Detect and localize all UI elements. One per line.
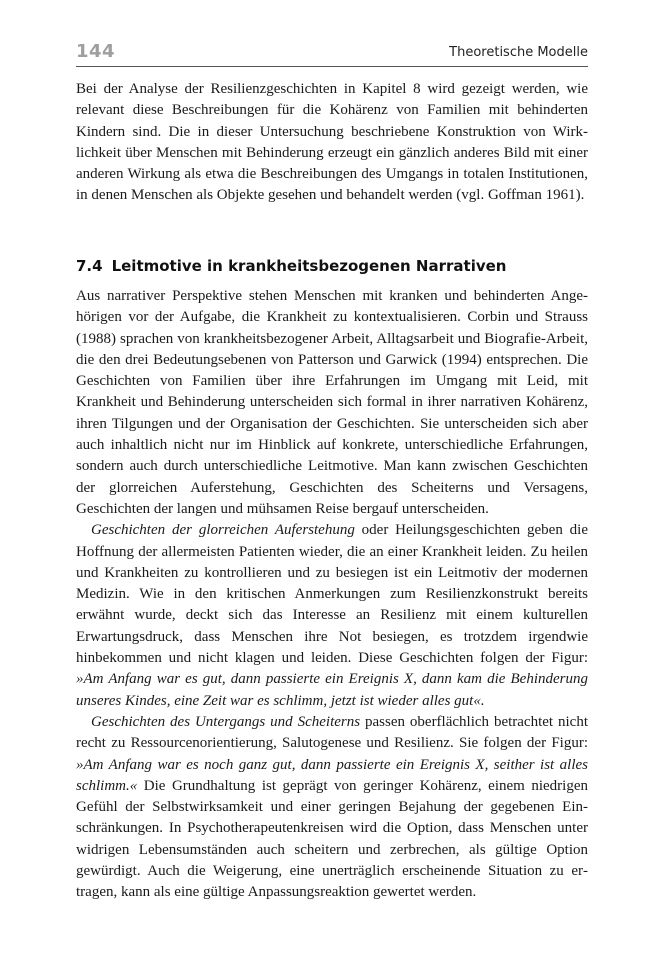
- paragraph-3-tail: Die Grundhaltung ist geprägt von geringer Kohärenz, einem niedrigen Gefühl der Selbstwirksamkeit und einer geringen Bejahung der gegebenen Einschränkungen. In Psychotherapeutenkreisen wird die Option, dass Menschen unter widrigen Lebensumständen auch scheitern und zerbrechen, als gültige Option gewürdigt. Auch die Weigerung, eine unerträglich erscheinende Situation zu ertragen, kann als eine gültige Anpassungsreaktion gewertet werden.: [76, 777, 588, 901]
- section-number: 7.4: [76, 257, 103, 275]
- paragraph-resurrection-stories: [76, 520, 588, 712]
- paragraph-3-body: passen oberflächlich betrachtet nicht recht zu Ressourcenorientierung, Salutogenese und Resilienz. Sie folgen der Figur:: [76, 713, 588, 752]
- paragraph-2-body: oder Heilungsgeschichten geben die Hoffnung der allermeisten Patienten wieder, die an einer Krankheit leiden. Zu heilen und Krankheiten zu kontrollieren und zu besiegen ist ein Leitmotiv der modernen Medizin. Wie in den kritischen Anmerkungen zum Resilienzkonstrukt bereits erwähnt wurde, deckt sich das Interesse an Resilienz mit einem kulturellen Erwartungsdruck, dass Menschen ihre Not besiegen, es trotzdem irgendwie hinbekommen und nicht klagen und leiden. Diese Geschichten folgen der Figur:: [76, 522, 588, 667]
- paragraph-2-quote: »Am Anfang war es gut, dann passierte ein Ereignis X, dann kam die Behinderung unseres Kindes, eine Zeit war es schlimm, jetzt ist wieder alles gut«.: [76, 671, 588, 709]
- section-heading: [76, 255, 506, 277]
- page-number: 144: [76, 41, 116, 62]
- section-title: Leitmotive in krankheitsbezogenen Narrativen: [111, 257, 507, 275]
- intro-paragraph: Bei der Analyse der Resilienzgeschichten in Kapitel 8 wird gezeigt werden, wie relevant diese Beschreibungen für die Kohärenz von Familien mit behinderten Kindern sind. Die in dieser Untersuchung beschriebene Konstruktion von Wirklichkeit über Menschen mit Behinderung erzeugt ein gänzlich anderes Bild mit einer anderen Wirkung als etwa die Beschreibungen des Umgangs in totalen Institutionen, in denen Menschen als Objekte gesehen und behandelt werden (vgl. Goffman 1961).: [76, 81, 588, 204]
- paragraph-2-lead: Geschichten der glorreichen Auferstehung: [91, 522, 355, 539]
- paragraph-narrative-perspective: Aus narrativer Perspektive stehen Menschen mit kranken und behinderten Angehörigen vor der Aufgabe, die Krankheit zu kontextualisieren. Corbin und Strauss (1988) sprachen von krankheitsbezogener Arbeit, Alltagsarbeit und Biografie-Arbeit, die den drei Bedeutungsebenen von Patterson und Garwick (1994) entsprechen. Die Geschichten von Familien über ihre Erfahrungen im Umgang mit Leid, mit Krankheit und Behinderung unterscheiden sich formal in ihrer narrativen Kohärenz, ihren Tilgungen und der Organisation der Geschichten. Sie unterscheiden sich aber auch inhaltlich nicht nur im Hinblick auf konkrete, unterschiedliche Erfahrungen, sondern auch durch unterschiedliche Leitmotive. Man kann zwischen Geschichten der glorreichen Auferstehung, Geschichten des Scheiterns und Versagens, Geschichten der langen und mühsamen Reise bergauf unterscheiden.: [76, 288, 588, 517]
- running-header: [76, 40, 588, 67]
- section-body: [76, 286, 588, 904]
- paragraph-3-quote: »Am Anfang war es noch ganz gut, dann passierte ein Ereignis X, seither ist alles schlimm.«: [76, 756, 588, 794]
- running-title: Theoretische Modelle: [449, 45, 588, 60]
- intro-text-block: [76, 79, 588, 207]
- paragraph-failure-stories: [76, 712, 588, 904]
- paragraph-3-lead: Geschichten des Untergangs und Scheiterns: [91, 713, 361, 730]
